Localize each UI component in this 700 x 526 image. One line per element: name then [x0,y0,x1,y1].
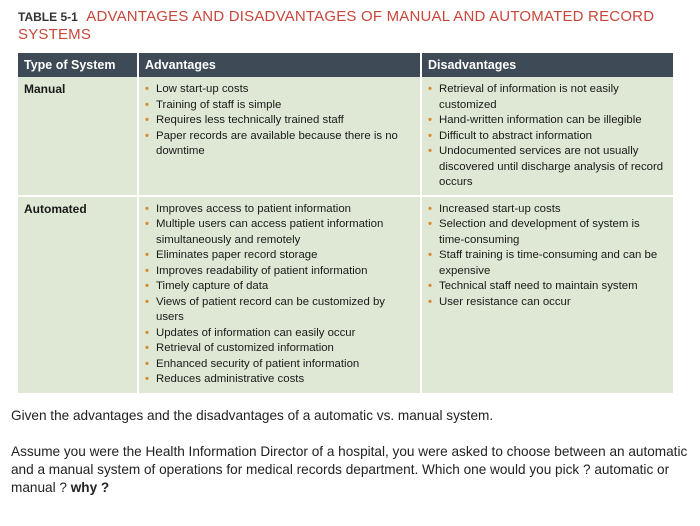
bullet-item: • Training of staff is simple [145,98,414,114]
manual-disadvantages [421,77,673,196]
bullet-item: • Retrieval of customized information [145,341,414,357]
header-type: Type of System [18,53,138,77]
type-automated: Automated [18,196,138,393]
question-why: why ? [70,480,110,495]
bullet-item: • Multiple users can access patient information simultaneously and remotely [145,217,414,248]
manual-advantages [138,77,421,196]
automated-advantages [138,196,421,393]
bullet-item: • Staff training is time-consuming and can be expensive [428,248,667,279]
bullet-item: • Updates of information can easily occur [145,326,414,342]
question-body [11,443,691,497]
bullet-item: • Increased start-up costs [428,202,667,218]
question-text: Assume you were the Health Information Director of a hospital, you were asked to choose between an automatic and a manual system of operations for medical records department. Which one would you pick ? automatic or manual ? [11,444,688,495]
bullet-item: • Retrieval of information is not easily customized [428,82,667,113]
bullet-item: • Requires less technically trained staff [145,113,414,129]
header-disadvantages: Disadvantages [421,53,673,77]
table-title-text: ADVANTAGES AND DISADVANTAGES OF MANUAL AND AUTOMATED RECORD SYSTEMS [18,8,655,43]
question-intro: Given the advantages and the disadvantages of a automatic vs. manual system. [11,408,494,423]
bullet-item: • Enhanced security of patient information [145,357,414,373]
bullet-item: • Timely capture of data [145,279,414,295]
bullet-item: • Low start-up costs [145,82,414,98]
manual-disadvantages-list [428,82,667,191]
table-row-manual [18,77,673,196]
header-advantages: Advantages [138,53,421,77]
bullet-item: • Eliminates paper record storage [145,248,414,264]
manual-advantages-list [145,82,414,160]
type-manual: Manual [18,77,138,196]
bullet-item: • Difficult to abstract information [428,129,667,145]
bullet-item: • Improves access to patient information [145,202,414,218]
automated-disadvantages-list [428,202,667,311]
table-number: TABLE 5-1 [18,10,78,24]
automated-disadvantages [421,196,673,393]
table-header-row [18,53,673,77]
bullet-item: • Views of patient record can be customized by users [145,295,414,326]
bullet-item: • Undocumented services are not usually discovered until discharge analysis of record occurs [428,144,667,191]
table-title [18,8,688,43]
automated-advantages-list [145,202,414,388]
bullet-item: • User resistance can occur [428,295,667,311]
comparison-table [18,53,673,393]
bullet-item: • Improves readability of patient information [145,264,414,280]
bullet-item: • Selection and development of system is time-consuming [428,217,667,248]
table-row-automated [18,196,673,393]
bullet-item: • Hand-written information can be illegible [428,113,667,129]
bullet-item: • Technical staff need to maintain system [428,279,667,295]
bullet-item: • Reduces administrative costs [145,372,414,388]
bullet-item: • Paper records are available because there is no downtime [145,129,414,160]
